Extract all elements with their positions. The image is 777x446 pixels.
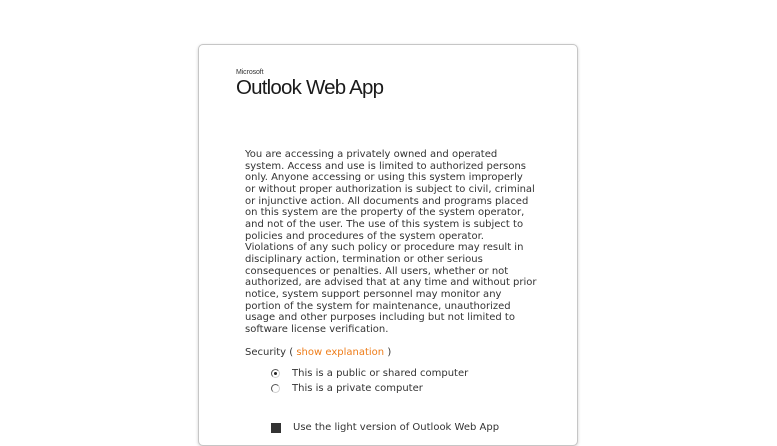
logo-product-text: Outlook Web App	[236, 76, 384, 99]
disclaimer-line: notice, system support personnel may monitor any	[245, 288, 502, 300]
disclaimer-line: and not of the user. The use of this system is subject to	[245, 218, 524, 230]
disclaimer-line: policies and procedures of the system operator.	[245, 230, 484, 242]
disclaimer-line: software license verification.	[245, 323, 389, 335]
disclaimer-line: authorized, are advised that at any time and without prior	[245, 277, 537, 289]
security-row	[245, 347, 391, 358]
disclaimer-line: You are accessing a privately owned and operated	[245, 149, 498, 160]
private-computer-label[interactable]: This is a private computer	[292, 383, 423, 394]
disclaimer-line: disciplinary action, termination or other serious	[245, 253, 483, 265]
private-computer-radio[interactable]	[271, 384, 280, 393]
disclaimer-line: or injunctive action. All documents and programs placed	[245, 195, 529, 207]
light-version-label[interactable]: Use the light version of Outlook Web App	[293, 422, 500, 433]
private-computer-option[interactable]	[271, 383, 423, 394]
public-computer-radio[interactable]	[271, 369, 280, 378]
disclaimer-line: only. Anyone accessing or using this system improperly	[245, 172, 523, 184]
disclaimer-line: portion of the system for maintenance, unauthorized	[245, 300, 511, 312]
disclaimer-line: system. Access and use is limited to authorized persons	[245, 160, 527, 172]
security-close-paren: )	[387, 347, 392, 358]
show-explanation-link[interactable]: show explanation	[296, 347, 385, 358]
light-version-checkbox[interactable]	[271, 423, 281, 433]
light-version-option[interactable]	[271, 422, 499, 433]
disclaimer-line: Violations of any such policy or procedure may result in	[245, 242, 524, 254]
disclaimer-line: on this system are the property of the system operator,	[245, 207, 525, 219]
legal-disclaimer	[245, 149, 537, 336]
login-card	[198, 44, 578, 446]
security-label: Security (	[245, 347, 294, 358]
public-computer-label[interactable]: This is a public or shared computer	[292, 368, 469, 379]
disclaimer-line: consequences or penalties. All users, whether or not	[245, 265, 509, 277]
outlook-web-app-logo	[236, 69, 383, 99]
public-computer-option[interactable]	[271, 368, 468, 379]
disclaimer-line: usage and other purposes including but not limited to	[245, 312, 515, 324]
logo-microsoft-text: Microsoft	[236, 69, 264, 76]
disclaimer-line: or without proper authorization is subject to civil, criminal	[245, 183, 535, 195]
